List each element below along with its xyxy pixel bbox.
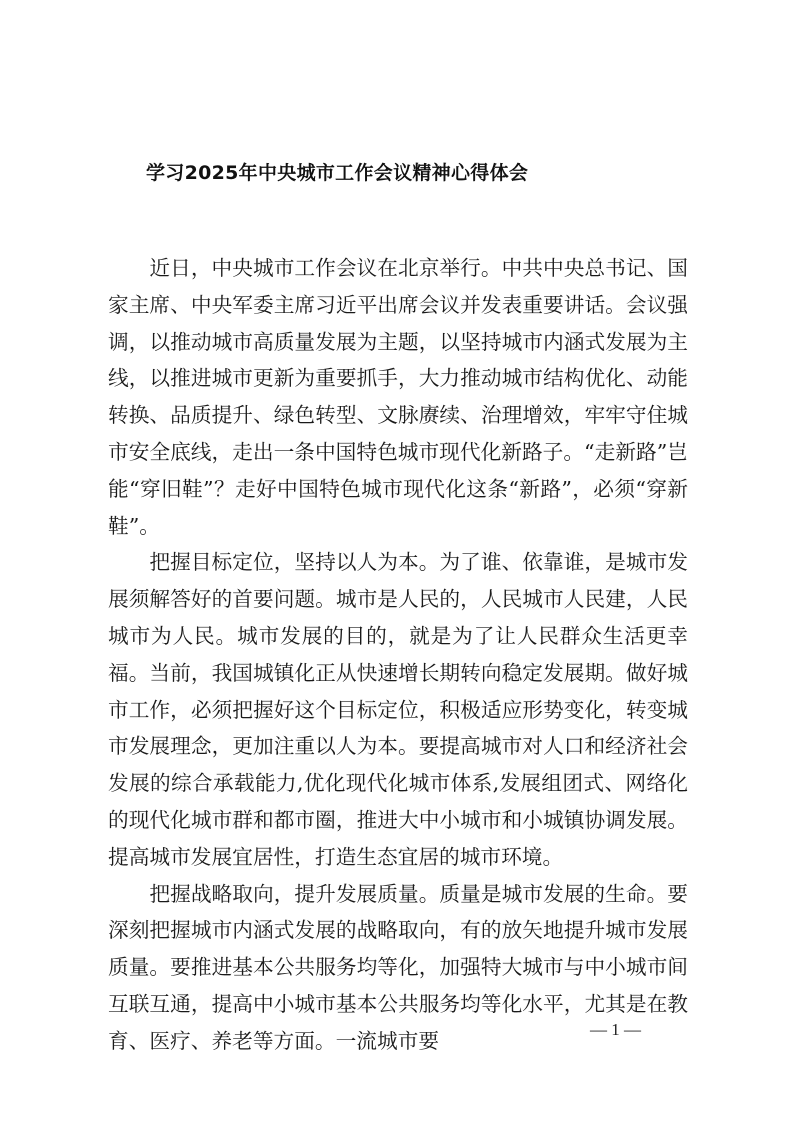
- paragraph: 把握战略取向，提升发展质量。质量是城市发展的生命。要深刻把握城市内涵式发展的战略取向，有的放矢地提升城市发展质量。要推进基本公共服务均等化，加强特大城市与中小城市间互联互通，提高中小城市基本公共服务均等化水平，尤其是在教育、医疗、养老等方面。一流城市要: [108, 881, 688, 1053]
- paragraph: 近日，中央城市工作会议在北京举行。中共中央总书记、国家主席、中央军委主席习近平出席会议并发表重要讲话。会议强调，以推动城市高质量发展为主题，以坚持城市内涵式发展为主线，以推进城市更新为重要抓手，大力推动城市结构优化、动能转换、品质提升、绿色转型、文脉赓续、治理增效，牢牢守住城市安全底线，走出一条中国特色城市现代化新路子。“走新路”岂能“穿旧鞋”？走好中国特色城市现代化这条“新路”，必须“穿新鞋”。: [108, 256, 688, 538]
- document-body: [108, 250, 688, 1060]
- page-number: — 1 —: [590, 1020, 641, 1039]
- paragraph: 把握目标定位，坚持以人为本。为了谁、依靠谁，是城市发展须解答好的首要问题。城市是人民的，人民城市人民建，人民城市为人民。城市发展的目的，就是为了让人民群众生活更幸福。当前，我国城镇化正从快速增长期转向稳定发展期。做好城市工作，必须把握好这个目标定位，积极适应形势变化，转变城市发展理念，更加注重以人为本。要提高城市对人口和经济社会发展的综合承载能力,优化现代化城市体系,发展组团式、网络化的现代化城市群和都市圈，推进大中小城市和小城镇协调发展。提高城市发展宜居性，打造生态宜居的城市环境。: [108, 550, 688, 869]
- document-title: 学习2025年中央城市工作会议精神心得体会: [146, 162, 529, 184]
